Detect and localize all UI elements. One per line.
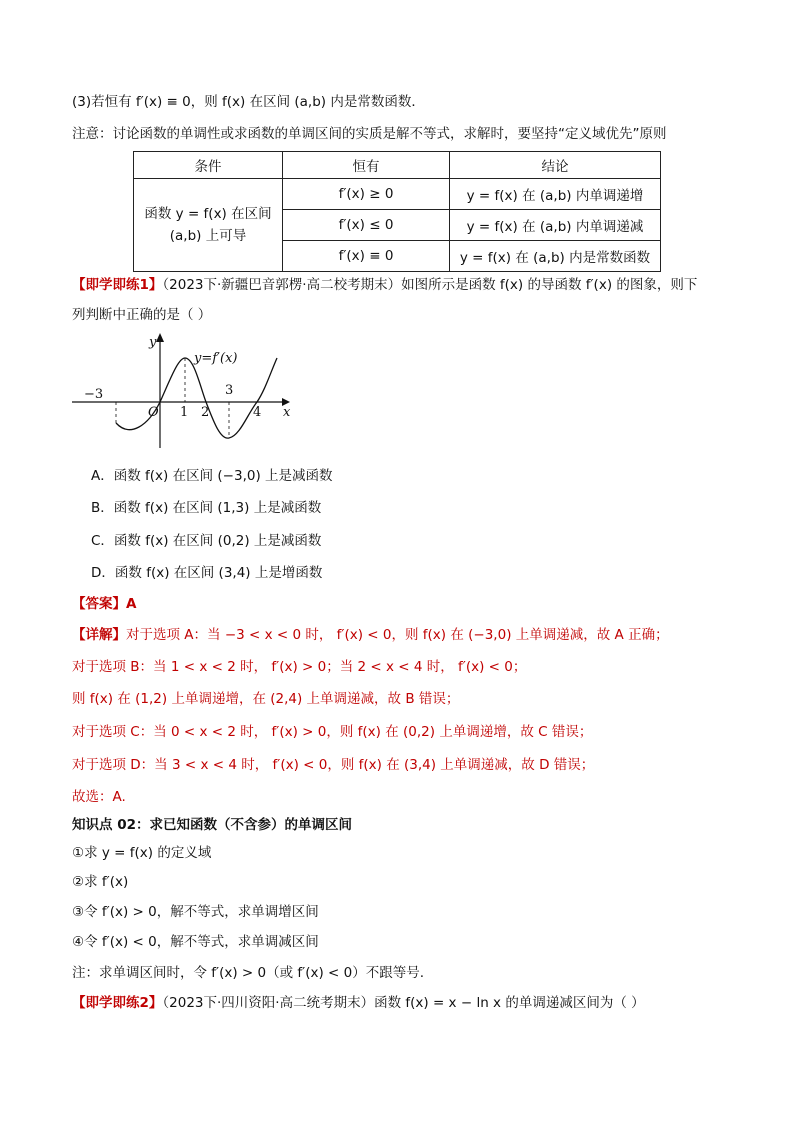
detail-line-2: 对于选项 B：当 1 < x < 2 时， f′(x) > 0；当 2 < x < 4 时， f′(x) < 0；: [72, 659, 527, 675]
table-cell: y = f(x) 在 (a,b) 内单调递增: [450, 179, 661, 210]
option-label: A．: [91, 468, 114, 484]
tick-label: −3: [84, 387, 104, 402]
kp2-step-3: ③令 f′(x) > 0，解不等式，求单调增区间: [72, 904, 319, 920]
detail-tag: 【详解】: [72, 627, 126, 643]
practice1-line2: 列判断中正确的是（ ）: [72, 307, 212, 323]
table-header-row: [134, 152, 661, 179]
kp2-step-1: ①求 y = f(x) 的定义域: [72, 845, 212, 861]
table-cell: f′(x) ≤ 0: [283, 210, 450, 241]
practice1-line: [72, 275, 697, 295]
table-header: 条件: [134, 152, 283, 179]
option-d: [91, 563, 322, 583]
practice2-line: [72, 993, 645, 1013]
derivative-curve: [116, 358, 277, 438]
intro-line-3: (3)若恒有 f′(x) ≡ 0，则 f(x) 在区间 (a,b) 内是常数函数．: [72, 94, 425, 110]
y-axis-arrow: [156, 333, 164, 342]
kp2-step-2: ②求 f′(x): [72, 874, 129, 890]
option-a: [91, 466, 333, 486]
table-cell: y = f(x) 在 (a,b) 内单调递减: [450, 210, 661, 241]
detail-line-6: 故选：A.: [72, 789, 126, 805]
option-text: 函数 f(x) 在区间 (0,2) 上是减函数: [113, 533, 322, 549]
detail-line-3: 则 f(x) 在 (1,2) 上单调递增，在 (2,4) 上单调递减，故 B 错误；: [72, 691, 460, 707]
option-label: B．: [91, 500, 114, 516]
option-text: 函数 f(x) 在区间 (1,3) 上是减函数: [113, 500, 322, 516]
tick-label: 3: [225, 383, 234, 398]
detail-line-5: 对于选项 D：当 3 < x < 4 时， f′(x) < 0，则 f(x) 在 (3,4) 上单调递减，故 D 错误；: [72, 757, 595, 773]
practice2-tag: 【即学即练2】: [72, 995, 163, 1011]
table-condition-cell: 函数 y = f(x) 在区间 (a,b) 上可导: [134, 179, 283, 272]
table-cell: y = f(x) 在 (a,b) 内是常数函数: [450, 241, 661, 272]
tick-label: 2: [201, 405, 210, 420]
detail-line-1: [72, 625, 669, 645]
curve-label: y=f′(x): [194, 351, 238, 366]
practice2-text: （2023下·四川资阳·高二统考期末）函数 f(x) = x − ln x 的单调递减区间为（ ）: [162, 995, 645, 1011]
detail-text: 对于选项 A：当 −3 < x < 0 时， f′(x) < 0，则 f(x) 在 (−3,0) 上单调递减，故 A 正确；: [126, 627, 669, 643]
table-header: 结论: [450, 152, 661, 179]
option-label: D．: [91, 565, 115, 581]
x-axis-label: x: [283, 405, 291, 420]
y-axis-label: y: [149, 335, 157, 350]
detail-line-4: 对于选项 C：当 0 < x < 2 时， f′(x) > 0，则 f(x) 在 (0,2) 上单调递增，故 C 错误；: [72, 724, 593, 740]
option-c: [91, 531, 321, 551]
answer-line: [72, 594, 136, 614]
tick-label: 4: [253, 405, 262, 420]
practice1-source: （2023下·新疆巴音郭楞·高二校考期末）如图所示是函数 f(x) 的导函数 f′(x) 的图象，则下: [162, 277, 698, 293]
answer-value: A: [126, 596, 137, 612]
table-header: 恒有: [283, 152, 450, 179]
table-row: [134, 179, 661, 210]
option-text: 函数 f(x) 在区间 (−3,0) 上是减函数: [113, 468, 333, 484]
kp2-title: 知识点 02：求已知函数（不含参）的单调区间: [72, 817, 352, 833]
answer-tag: 【答案】: [72, 596, 126, 612]
tick-label: 1: [180, 405, 189, 420]
note-line: 注意：讨论函数的单调性或求函数的单调区间的实质是解不等式，求解时，要坚持“定义域优先”原则: [72, 126, 667, 142]
kp2-step-4: ④令 f′(x) < 0，解不等式，求单调减区间: [72, 934, 319, 950]
kp2-note: 注：求单调区间时，令 f′(x) > 0（或 f′(x) < 0）不跟等号.: [72, 965, 425, 981]
monotonicity-table: [133, 151, 661, 272]
origin-label: O: [148, 405, 159, 420]
option-b: [91, 498, 321, 518]
option-label: C．: [91, 533, 114, 549]
practice1-tag: 【即学即练1】: [72, 277, 163, 293]
table-cell: f′(x) ≡ 0: [283, 241, 450, 272]
option-text: 函数 f(x) 在区间 (3,4) 上是增函数: [114, 565, 323, 581]
table-cell: f′(x) ≥ 0: [283, 179, 450, 210]
derivative-graph: [70, 328, 300, 453]
